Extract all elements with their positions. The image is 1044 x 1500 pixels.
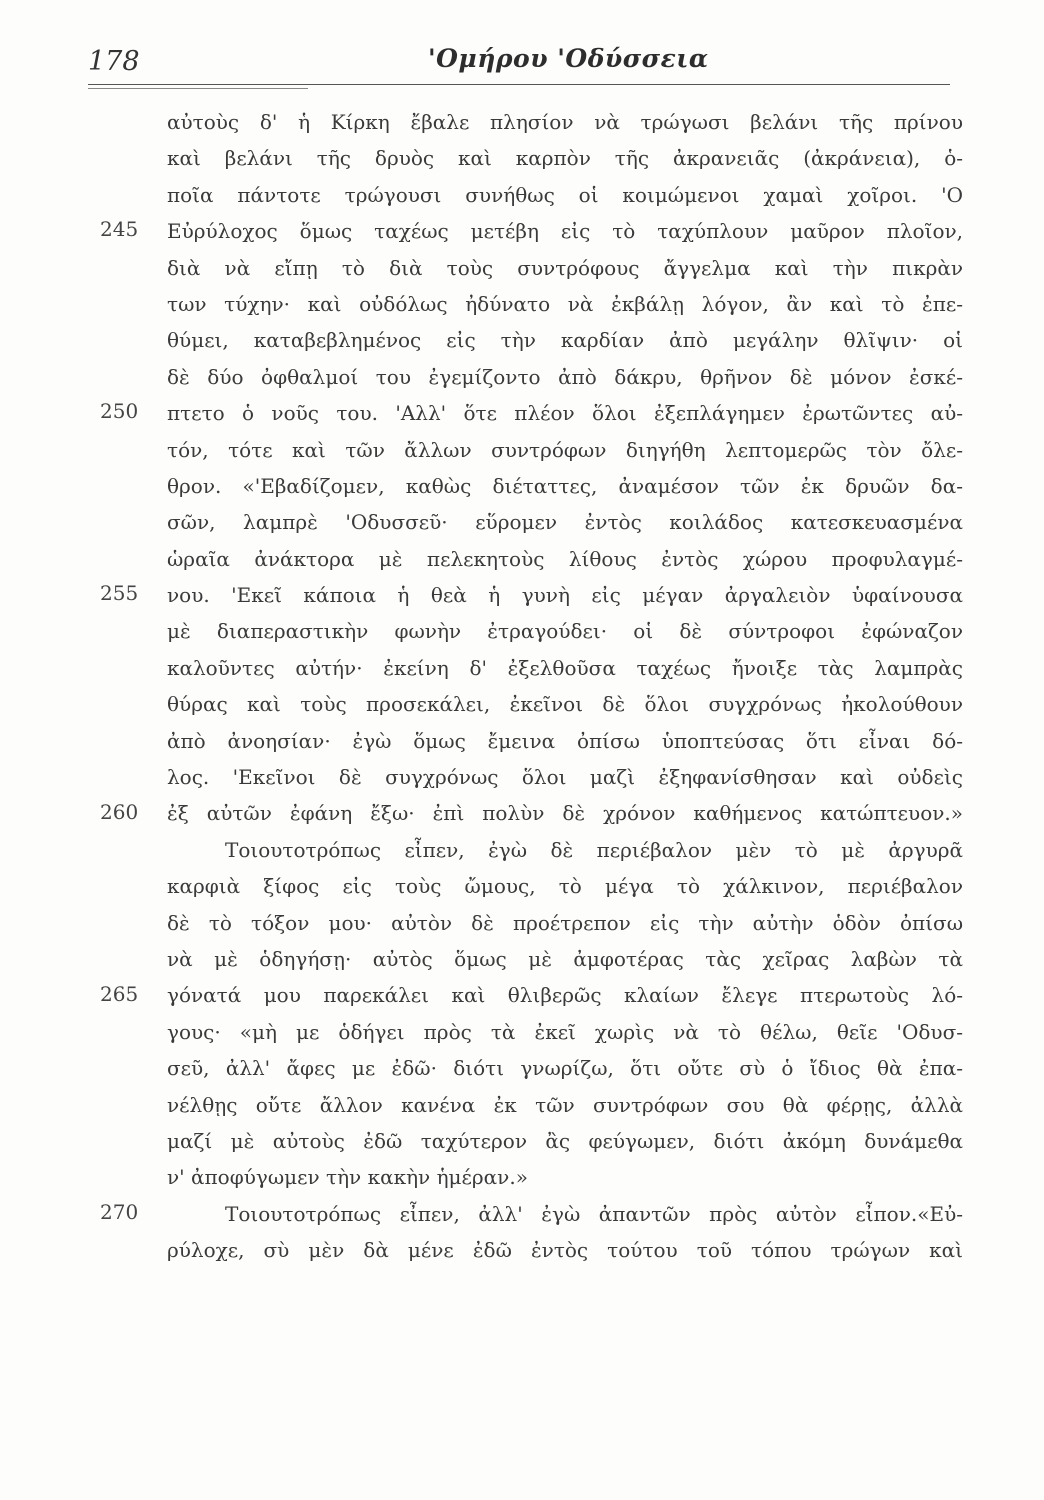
text-line: Τοιουτοτρόπως εἶπεν, ἐγὼ δὲ περιέβαλον μὲν τὸ μὲ ἀργυρᾶ <box>225 837 963 862</box>
text-line: θρον. «'Εβαδίζομεν, καθὼς διέταττες, ἀναμέσον τῶν ἐκ δρυῶν δα- <box>167 473 963 498</box>
text-line: των τύχην· καὶ οὐδόλως ἠδύνατο νὰ ἐκβάλῃ λόγον, ἂν καὶ τὸ ἐπε- <box>167 291 963 316</box>
text-line: Τοιουτοτρόπως εἶπεν, ἀλλ' ἐγὼ ἀπαντῶν πρὸς αὐτὸν εἶπον.«Εὐ- <box>225 1201 963 1226</box>
text-line: τόν, τότε καὶ τῶν ἄλλων συντρόφων διηγήθη λεπτομερῶς τὸν ὄλε- <box>167 437 963 462</box>
line-number: 255 <box>100 581 139 606</box>
running-title: 'Ομήρου 'Οδύσσεια <box>428 44 709 73</box>
text-line: διὰ νὰ εἴπῃ τὸ διὰ τοὺς συντρόφους ἄγγελμα καὶ τὴν πικρὰν <box>167 255 963 280</box>
text-line: ὡραῖα ἀνάκτορα μὲ πελεκητοὺς λίθους ἐντὸς χώρου προφυλαγμέ- <box>167 546 963 571</box>
text-line: καλοῦντες αὐτήν· ἐκείνη δ' ἐξελθοῦσα ταχέως ἤνοιξε τὰς λαμπρὰς <box>167 655 963 680</box>
line-number: 265 <box>100 981 139 1006</box>
text-line: δὲ τὸ τόξον μου· αὐτὸν δὲ προέτρεπον εἰς τὴν αὐτὴν ὁδὸν ὀπίσω <box>167 910 963 935</box>
text-line: νου. 'Εκεῖ κάποια ἡ θεὰ ἡ γυνὴ εἰς μέγαν ἀργαλειὸν ὑφαίνουσα <box>167 583 963 608</box>
text-line: καὶ βελάνι τῆς δρυὸς καὶ καρπὸν τῆς ἀκρανειᾶς (ἀκράνεια), ὁ- <box>167 146 963 171</box>
text-line: νέλθῃς οὔτε ἄλλον κανένα ἐκ τῶν συντρόφων σου θὰ φέρῃς, ἀλλὰ <box>167 1092 963 1117</box>
text-line: ρύλοχε, σὺ μὲν δὰ μένε ἐδῶ ἐντὸς τούτου τοῦ τόπου τρώγων καὶ <box>167 1238 963 1263</box>
text-line: ποῖα πάντοτε τρώγουσι συνήθως οἱ κοιμώμενοι χαμαὶ χοῖροι. 'Ο <box>167 182 963 207</box>
header-rule-short <box>88 88 308 89</box>
text-line: ἀπὸ ἀνοησίαν· ἐγὼ ὅμως ἔμεινα ὀπίσω ὑποπτεύσας ὅτι εἶναι δό- <box>167 728 963 753</box>
text-line: Εὐρύλοχος ὅμως ταχέως μετέβη εἰς τὸ ταχύπλουν μαῦρον πλοῖον, <box>167 219 963 244</box>
text-line: ν' ἀποφύγωμεν τὴν κακὴν ἡμέραν.» <box>167 1165 528 1190</box>
text-line: πτετο ὁ νοῦς του. 'Αλλ' ὅτε πλέον ὅλοι ἐξεπλάγημεν ἐρωτῶντες αὐ- <box>167 401 963 426</box>
text-line: μαζί μὲ αὐτοὺς ἐδῶ ταχύτερον ἂς φεύγωμεν, διότι ἀκόμη δυνάμεθα <box>167 1128 963 1153</box>
line-number: 260 <box>100 799 139 824</box>
line-number: 245 <box>100 217 139 242</box>
header-rule <box>88 84 950 85</box>
text-line: δὲ δύο ὀφθαλμοί του ἐγεμίζοντο ἀπὸ δάκρυ, θρῆνον δὲ μόνον ἐσκέ- <box>167 364 963 389</box>
text-line: ἐξ αὐτῶν ἐφάνη ἔξω· ἐπὶ πολὺν δὲ χρόνον καθήμενος κατώπτευον.» <box>167 801 963 826</box>
text-line: σῶν, λαμπρὲ 'Οδυσσεῦ· εὕρομεν ἐντὸς κοιλάδος κατεσκευασμένα <box>167 510 963 535</box>
text-line: γους· «μὴ με ὁδήγει πρὸς τὰ ἐκεῖ χωρὶς νὰ τὸ θέλω, θεῖε 'Οδυσ- <box>167 1019 963 1044</box>
text-line: νὰ μὲ ὁδηγήσῃ· αὐτὸς ὅμως μὲ ἀμφοτέρας τὰς χεῖρας λαβὼν τὰ <box>167 946 963 971</box>
text-line: θύμει, καταβεβλημένος εἰς τὴν καρδίαν ἀπὸ μεγάλην θλῖψιν· οἱ <box>167 328 963 353</box>
line-number: 250 <box>100 399 139 424</box>
text-line: μὲ διαπεραστικὴν φωνὴν ἐτραγούδει· οἱ δὲ σύντροφοι ἐφώναζον <box>167 619 963 644</box>
text-line: γόνατά μου παρεκάλει καὶ θλιβερῶς κλαίων ἔλεγε πτερωτοὺς λό- <box>167 983 963 1008</box>
body-text <box>167 104 963 1269</box>
page-header <box>88 42 950 90</box>
text-line: καρφιὰ ξίφος εἰς τοὺς ὤμους, τὸ μέγα τὸ χάλκινον, περιέβαλον <box>167 874 963 899</box>
text-line: θύρας καὶ τοὺς προσεκάλει, ἐκεῖνοι δὲ ὅλοι συγχρόνως ἠκολούθουν <box>167 692 963 717</box>
page-number: 178 <box>88 46 140 77</box>
text-line: σεῦ, ἀλλ' ἄφες με ἐδῶ· διότι γνωρίζω, ὅτι οὔτε σὺ ὁ ἴδιος θὰ ἐπα- <box>167 1056 963 1081</box>
line-number: 270 <box>100 1200 139 1224</box>
text-line: λος. 'Εκεῖνοι δὲ συγχρόνως ὅλοι μαζὶ ἐξηφανίσθησαν καὶ οὐδεὶς <box>167 765 963 790</box>
text-line: αὐτοὺς δ' ἡ Κίρκη ἔβαλε πλησίον νὰ τρώγωσι βελάνι τῆς πρίνου <box>167 110 963 134</box>
